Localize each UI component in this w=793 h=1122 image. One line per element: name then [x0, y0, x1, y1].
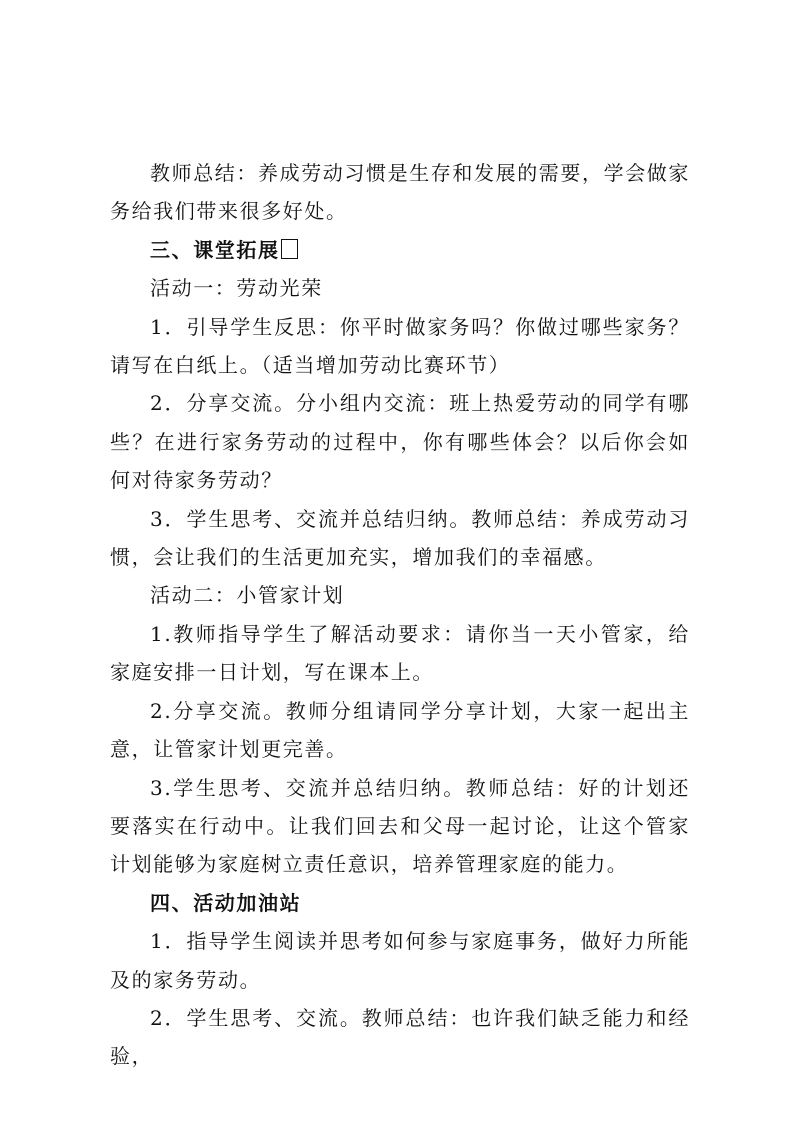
activity-one-title: 活动一：劳动光荣: [150, 276, 323, 301]
checkbox-placeholder-icon: [281, 239, 298, 259]
activity-one-step-2: 2．分享交流。分小组内交流：班上热爱劳动的同学有哪些？在进行家务劳动的过程中，你有哪些体会？以后你会如何对待家务劳动？: [110, 391, 690, 493]
document-body: [110, 154, 690, 1076]
activity-two-step-1: 1.教师指导学生了解活动要求：请你当一天小管家，给家庭安排一日计划，写在课本上。: [110, 621, 690, 685]
section-heading-text: 三、课堂拓展: [150, 237, 280, 262]
activity-one-step-1: 1．引导学生反思：你平时做家务吗？你做过哪些家务？请写在白纸上。（适当增加劳动比赛环节）: [110, 314, 690, 378]
paragraph-teacher-summary: 教师总结：养成劳动习惯是生存和发展的需要，学会做家务给我们带来很多好处。: [110, 161, 690, 224]
activity-two-title: 活动二：小管家计划: [150, 583, 345, 608]
activity-station-step-2: 2．学生思考、交流。教师总结：也许我们缺乏能力和经验，: [110, 1005, 690, 1069]
activity-station-step-1: 1．指导学生阅读并思考如何参与家庭事务，做好力所能及的家务劳动。: [110, 929, 690, 992]
activity-one-step-3: 3．学生思考、交流并总结归纳。教师总结：养成劳动习惯，会让我们的生活更加充实，增加我们的幸福感。: [110, 506, 690, 570]
activity-two-step-3: 3.学生思考、交流并总结归纳。教师总结：好的计划还要落实在行动中。让我们回去和父母一起讨论，让这个管家计划能够为家庭树立责任意识，培养管理家庭的能力。: [110, 775, 690, 877]
activity-two-step-2: 2.分享交流。教师分组请同学分享计划，大家一起出主意，让管家计划更完善。: [110, 698, 690, 762]
section-heading-activity-station: 四、活动加油站: [150, 890, 302, 915]
section-heading-classroom-extension: [110, 231, 690, 269]
